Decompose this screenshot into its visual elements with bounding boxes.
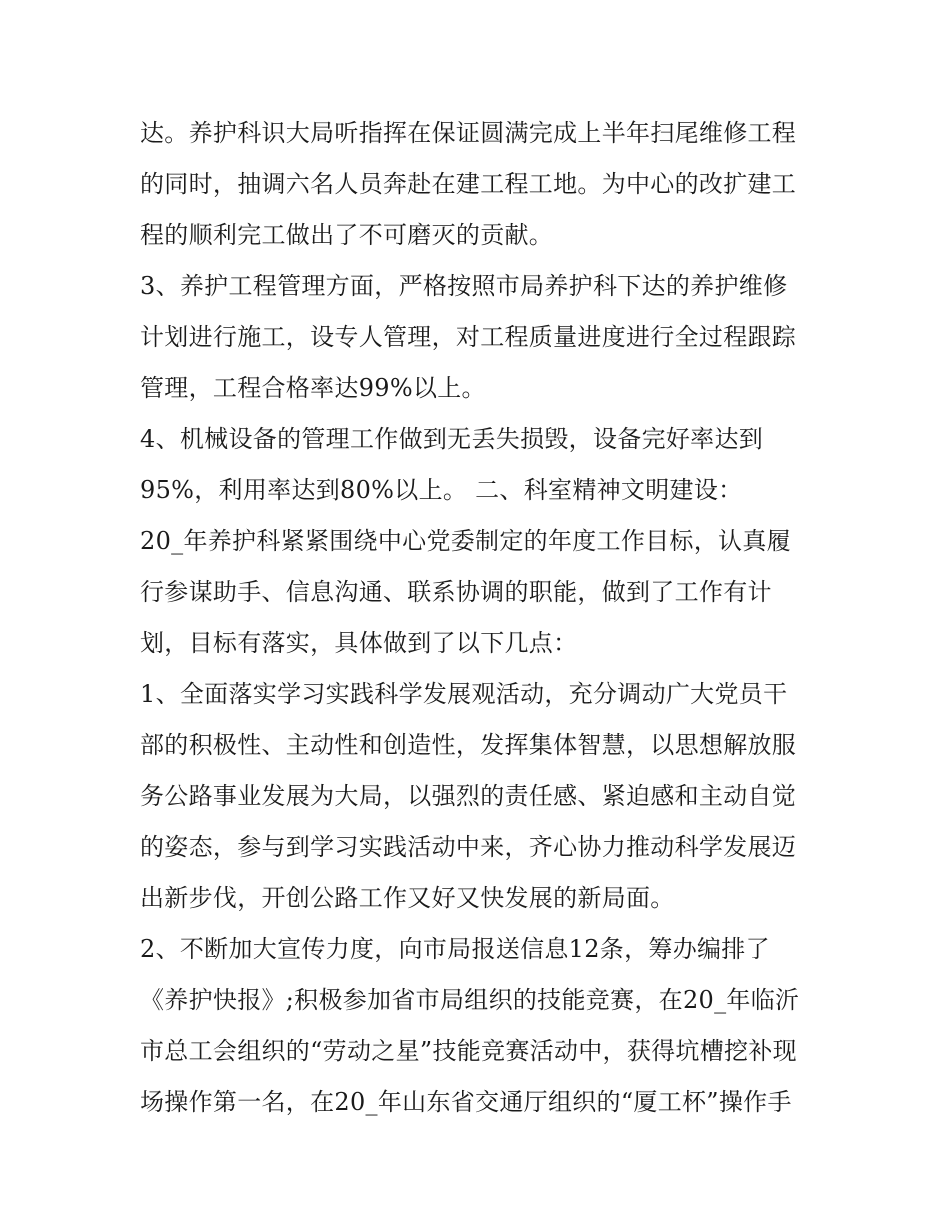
text-line: 《养护快报》;积极参加省市局组织的技能竞赛，在20_年临沂 [140, 986, 800, 1014]
text-line: 20_年养护科紧紧围绕中心党委制定的年度工作目标，认真履 [140, 527, 791, 555]
document-body [140, 108, 815, 1128]
text-line: 管理，工程合格率达99%以上。 [140, 374, 486, 402]
text-line: 的姿态，参与到学习实践活动中来，齐心协力推动科学发展迈 [140, 833, 797, 861]
text-line: 的同时，抽调六名人员奔赴在建工程工地。为中心的改扩建工 [140, 170, 797, 198]
text-line: 划，目标有落实，具体做到了以下几点： [140, 629, 578, 657]
text-line: 95%，利用率达到80%以上。 二、科室精神文明建设： [140, 476, 743, 504]
text-line: 程的顺利完工做出了不可磨灭的贡献。 [140, 221, 554, 249]
text-line: 1、全面落实学习实践科学发展观活动，充分调动广大党员干 [140, 680, 788, 708]
text-line: 4、机械设备的管理工作做到无丢失损毁，设备完好率达到 [140, 425, 764, 453]
text-line: 行参谋助手、信息沟通、联系协调的职能，做到了工作有计 [140, 578, 772, 606]
text-line: 2、不断加大宣传力度，向市局报送信息12条，筹办编排了 [140, 935, 770, 963]
text-line: 计划进行施工，设专人管理，对工程质量进度进行全过程跟踪 [140, 323, 797, 351]
text-line: 出新步伐，开创公路工作又好又快发展的新局面。 [140, 884, 675, 912]
text-line: 场操作第一名，在20_年山东省交通厅组织的“厦工杯”操作手 [140, 1088, 792, 1116]
text-line: 市总工会组织的“劳动之星”技能竞赛活动中，获得坑槽挖补现 [140, 1037, 797, 1065]
text-line: 务公路事业发展为大局，以强烈的责任感、紧迫感和主动自觉 [140, 782, 797, 810]
text-line: 达。养护科识大局听指挥在保证圆满完成上半年扫尾维修工程 [140, 119, 797, 147]
text-line: 部的积极性、主动性和创造性，发挥集体智慧，以思想解放服 [140, 731, 797, 759]
text-line: 3、养护工程管理方面，严格按照市局养护科下达的养护维修 [140, 272, 788, 300]
